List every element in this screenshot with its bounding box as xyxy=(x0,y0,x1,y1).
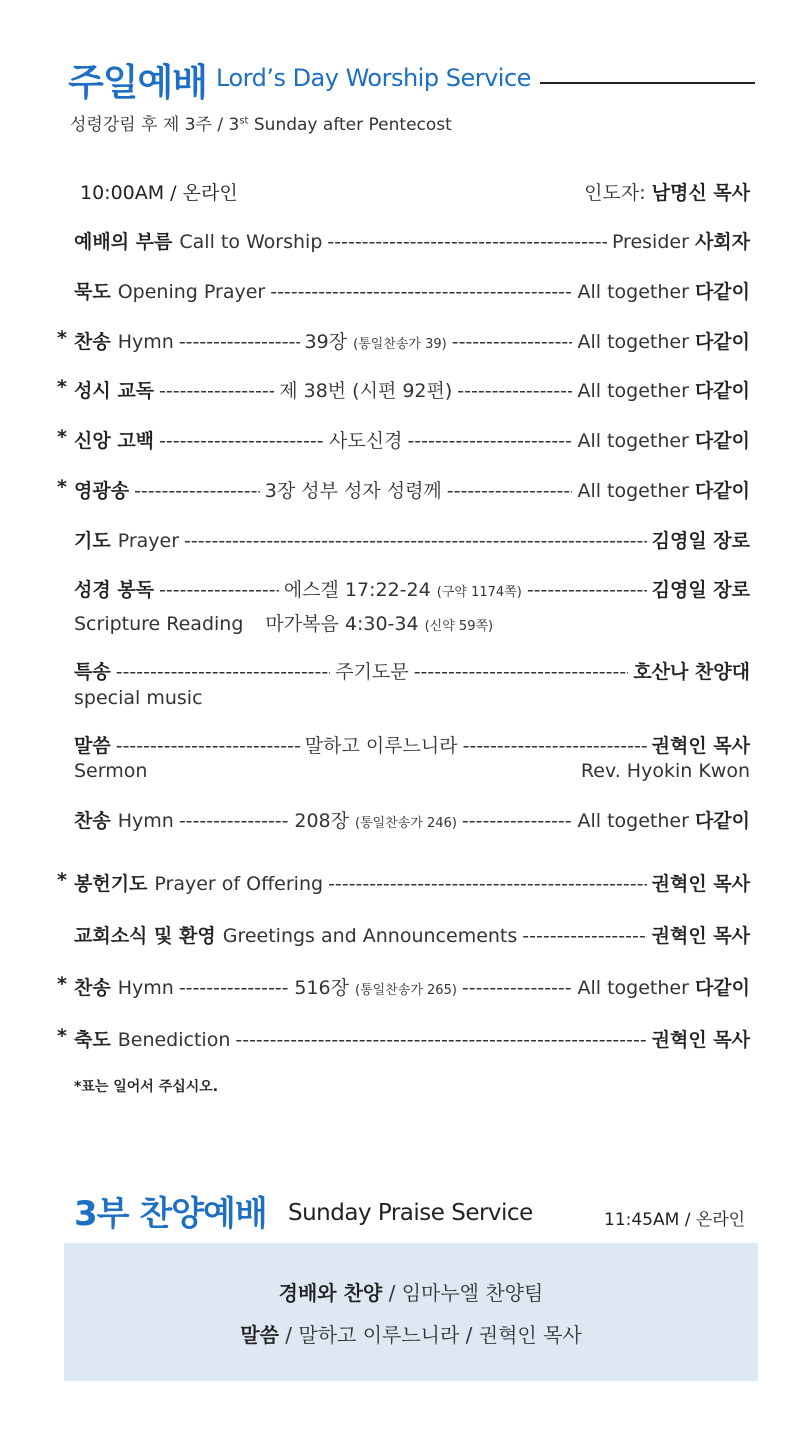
item-title-ko: 영광송 xyxy=(74,480,130,502)
item-leader xyxy=(652,575,750,602)
item-detail-note: (통일찬송가 265) xyxy=(355,983,457,998)
item-leader-en: All together xyxy=(577,430,689,452)
dash-leader xyxy=(235,1029,646,1051)
item-leader-ko: 다같이 xyxy=(694,281,750,303)
dash-leader xyxy=(452,331,573,353)
item-leader xyxy=(577,277,750,304)
item-leader-ko: 권혁인 목사 xyxy=(651,1029,750,1051)
order-row xyxy=(74,731,750,758)
item-detail-note: (구약 1174쪽) xyxy=(436,585,522,600)
subtitle-sup: st xyxy=(239,115,249,127)
order-row xyxy=(74,277,750,304)
item-leader-ko: 다같이 xyxy=(694,810,750,832)
praise-time: 11:45AM / 온라인 xyxy=(604,1210,746,1230)
order-row xyxy=(74,227,750,254)
item-detail-text: 516장 xyxy=(294,977,349,999)
dash-leader xyxy=(522,925,646,947)
item-title-en: Hymn xyxy=(117,977,174,999)
praise-box xyxy=(64,1243,758,1381)
sermon-subline-en: Sermon xyxy=(74,760,148,782)
item-detail-text: 제 38번 (시편 92편) xyxy=(279,380,453,402)
item-leader-ko: 김영일 장로 xyxy=(651,579,750,601)
item-title-ko: 기도 xyxy=(74,530,111,552)
service-time: 10:00AM / 온라인 xyxy=(80,182,238,204)
dash-leader xyxy=(159,430,324,452)
standing-marker: * xyxy=(57,376,67,398)
item-title-en: Benediction xyxy=(117,1029,231,1051)
standing-marker: * xyxy=(57,476,67,498)
item-detail xyxy=(279,376,452,403)
dash-leader xyxy=(159,380,274,402)
dash-leader xyxy=(457,380,572,402)
item-leader xyxy=(652,1025,750,1052)
order-row xyxy=(74,657,750,684)
dash-leader xyxy=(270,281,572,303)
item-leader-en: All together xyxy=(577,331,689,353)
standing-marker: * xyxy=(57,327,67,349)
order-row xyxy=(74,921,750,948)
item-detail-note: (통일찬송가 246) xyxy=(355,816,457,831)
item-title-en: Opening Prayer xyxy=(117,281,266,303)
time-row xyxy=(80,178,750,205)
item-detail xyxy=(294,806,457,833)
page-subtitle xyxy=(70,110,452,135)
item-title-ko: 교회소식 및 환영 xyxy=(74,925,216,947)
dash-leader xyxy=(328,873,647,895)
scripture-subline xyxy=(74,609,493,636)
dash-leader xyxy=(463,735,647,757)
dash-leader xyxy=(116,735,300,757)
item-leader-ko: 다같이 xyxy=(694,380,751,402)
order-row xyxy=(57,327,750,354)
item-leader xyxy=(577,806,750,833)
item-detail-text: 주기도문 xyxy=(335,661,409,683)
item-title-ko: 묵도 xyxy=(74,281,111,303)
item-title-en: Hymn xyxy=(117,810,174,832)
item-leader-ko: 다같이 xyxy=(694,430,750,452)
item-leader-en: All together xyxy=(577,810,689,832)
item-detail-text: 208장 xyxy=(294,810,349,832)
standing-marker: * xyxy=(57,869,67,891)
item-leader xyxy=(577,376,750,403)
item-leader-en: All together xyxy=(577,977,689,999)
order-row xyxy=(57,426,750,453)
item-detail-text: 3장 성부 성자 성령께 xyxy=(264,480,442,502)
item-title-ko: 찬송 xyxy=(74,331,111,353)
item-title-ko: 축도 xyxy=(74,1029,111,1051)
dash-leader xyxy=(462,977,573,999)
dash-leader xyxy=(179,977,290,999)
item-leader-ko: 다같이 xyxy=(694,480,750,502)
order-row xyxy=(74,806,750,833)
item-detail-text: 에스겔 17:22-24 xyxy=(283,579,431,601)
special-music-subline: special music xyxy=(74,687,203,709)
item-detail xyxy=(294,973,457,1000)
item-leader-en: All together xyxy=(577,281,689,303)
dash-leader xyxy=(159,579,279,601)
item-title-ko: 성시 교독 xyxy=(74,380,155,402)
item-title-ko: 예배의 부름 xyxy=(74,231,173,253)
page-title: 주일예배 xyxy=(68,61,207,104)
praise-title: 3부 찬양예배 xyxy=(74,1194,267,1234)
item-title-ko: 찬송 xyxy=(74,977,111,999)
item-leader xyxy=(577,426,750,453)
praise-line-1-label: 경배와 찬양 xyxy=(278,1281,383,1305)
standing-note: *표는 일어서 주십시오. xyxy=(74,1079,219,1095)
order-row xyxy=(57,973,750,1000)
praise-line-1-text: / 임마누엘 찬양팀 xyxy=(382,1281,544,1305)
dash-leader xyxy=(116,661,331,683)
dash-leader xyxy=(407,430,572,452)
order-row xyxy=(57,476,750,503)
item-title-ko: 말씀 xyxy=(74,735,111,757)
item-leader xyxy=(652,731,750,758)
item-detail xyxy=(329,426,402,453)
order-row xyxy=(57,869,750,896)
item-leader xyxy=(652,869,750,896)
item-title-en: Hymn xyxy=(117,331,174,353)
item-leader xyxy=(577,327,750,354)
standing-marker: * xyxy=(57,973,67,995)
item-detail xyxy=(305,327,447,354)
item-leader-ko: 김영일 장로 xyxy=(651,530,750,552)
item-leader xyxy=(577,973,750,1000)
praise-line-1 xyxy=(64,1277,758,1306)
item-leader-ko: 사회자 xyxy=(694,231,750,253)
item-leader-ko: 권혁인 목사 xyxy=(651,873,750,895)
item-leader-ko: 권혁인 목사 xyxy=(651,925,750,947)
dash-leader xyxy=(184,530,647,552)
standing-marker: * xyxy=(57,1025,67,1047)
item-title-ko: 특송 xyxy=(74,661,111,683)
item-leader xyxy=(577,476,750,503)
item-leader-en: All together xyxy=(577,380,689,402)
dash-leader xyxy=(179,331,300,353)
order-row xyxy=(74,526,750,553)
item-title-en: Prayer xyxy=(117,530,180,552)
dash-leader xyxy=(327,231,607,253)
item-leader xyxy=(612,227,750,254)
item-title-ko: 찬송 xyxy=(74,810,111,832)
dash-leader xyxy=(179,810,290,832)
item-title-en: Call to Worship xyxy=(179,231,323,253)
item-detail xyxy=(335,657,408,684)
item-leader-ko: 다같이 xyxy=(694,977,750,999)
item-title-ko: 신앙 고백 xyxy=(74,430,155,452)
dash-leader xyxy=(414,661,629,683)
item-detail xyxy=(284,575,522,602)
order-row xyxy=(57,376,751,403)
praise-title-english: Sunday Praise Service xyxy=(288,1200,533,1226)
praise-line-2-text: / 말하고 이루느니라 / 권혁인 목사 xyxy=(278,1323,582,1347)
item-leader-ko: 호산나 찬양대 xyxy=(633,661,750,683)
order-row xyxy=(74,575,750,602)
item-leader-en: All together xyxy=(577,480,689,502)
item-detail-text: 사도신경 xyxy=(329,430,403,452)
scripture-en: Scripture Reading xyxy=(74,613,244,635)
praise-line-2-label: 말씀 xyxy=(240,1323,279,1347)
leader-name: 남명신 목사 xyxy=(651,182,750,204)
order-row xyxy=(57,1025,750,1052)
item-leader-en: Presider xyxy=(611,231,689,253)
item-detail xyxy=(305,731,458,758)
scripture-ref: 마가복음 4:30-34 xyxy=(265,613,419,635)
header-rule xyxy=(540,82,755,84)
dash-leader xyxy=(462,810,573,832)
item-detail-text: 39장 xyxy=(304,331,348,353)
item-detail-text: 말하고 이루느니라 xyxy=(304,735,458,757)
item-title-ko: 성경 봉독 xyxy=(74,579,155,601)
item-leader xyxy=(652,526,750,553)
scripture-page: (신약 59쪽) xyxy=(424,619,494,634)
dash-leader xyxy=(527,579,647,601)
item-leader xyxy=(633,657,750,684)
item-detail-note: (통일찬송가 39) xyxy=(353,337,447,352)
subtitle-suffix: Sunday after Pentecost xyxy=(248,115,452,135)
item-detail xyxy=(265,476,442,503)
standing-marker: * xyxy=(57,426,67,448)
item-leader-ko: 권혁인 목사 xyxy=(651,735,751,757)
praise-line-2 xyxy=(64,1319,758,1348)
sermon-speaker: Rev. Hyokin Kwon xyxy=(580,760,750,782)
subtitle-prefix: 성령강림 후 제 3주 / 3 xyxy=(70,115,240,135)
dash-leader xyxy=(134,480,260,502)
item-title-ko: 봉헌기도 xyxy=(74,873,148,895)
dash-leader xyxy=(447,480,573,502)
leader-label: 인도자: xyxy=(584,182,646,204)
item-title-en: Greetings and Announcements xyxy=(222,925,518,947)
page-title-english: Lord’s Day Worship Service xyxy=(216,64,531,92)
item-title-en: Prayer of Offering xyxy=(154,873,324,895)
item-leader-ko: 다같이 xyxy=(694,331,750,353)
item-leader xyxy=(652,921,750,948)
